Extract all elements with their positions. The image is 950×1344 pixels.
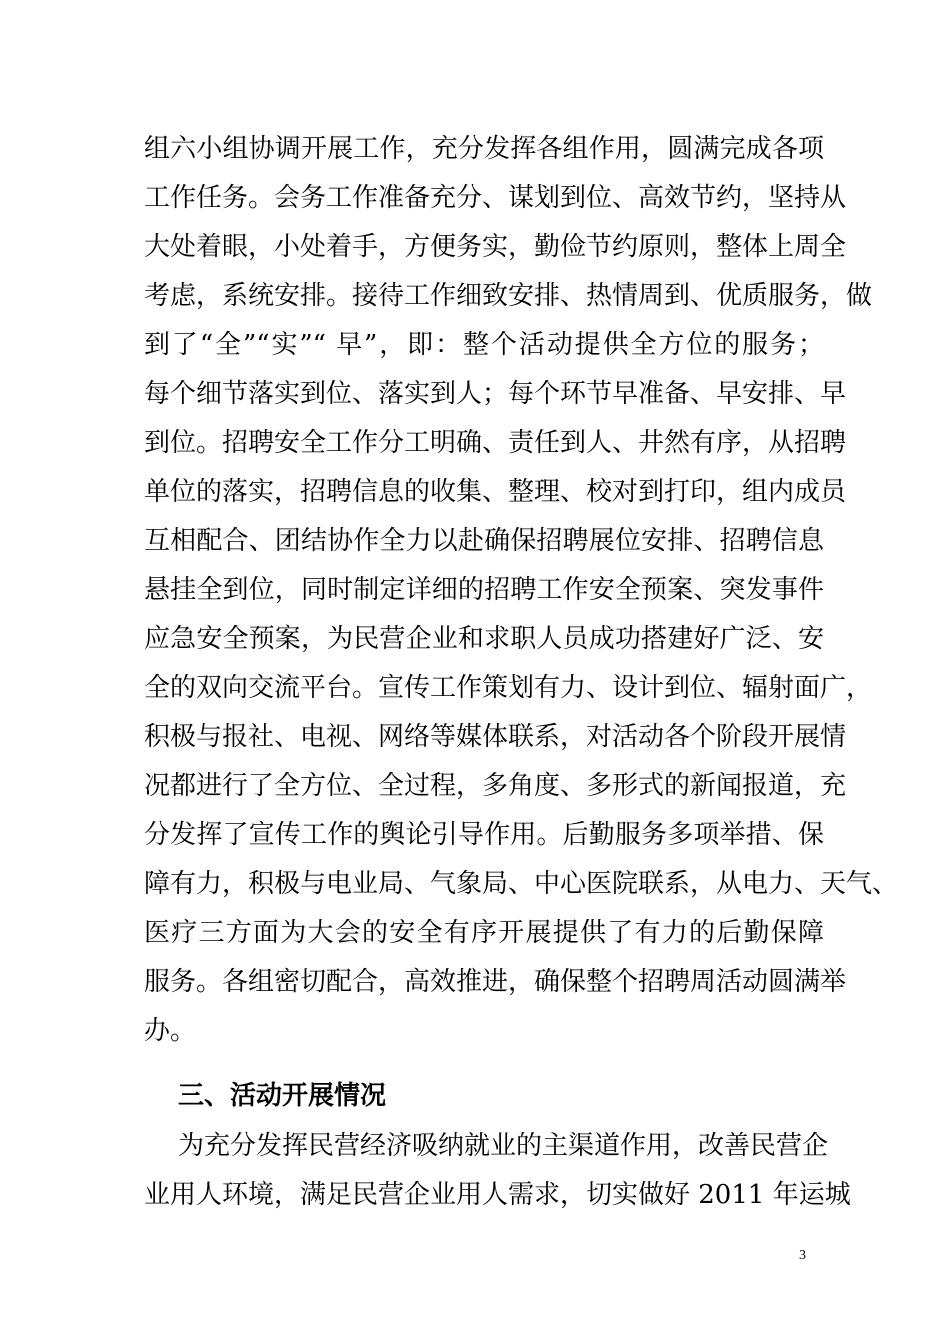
- paragraph-line: 办。: [144, 1016, 197, 1046]
- paragraph-line: 分发挥了宣传工作的舆论引导作用。后勤服务多项举措、保: [144, 820, 824, 850]
- paragraph-line: 悬挂全到位，同时制定详细的招聘工作安全预案、突发事件: [144, 575, 824, 605]
- section-heading: 三、活动开展情况: [178, 1081, 387, 1111]
- paragraph-line: 况都进行了全方位、全过程，多角度、多形式的新闻报道，充: [144, 771, 847, 801]
- paragraph-line: 考虑，系统安排。接待工作细致安排、热情周到、优质服务，做: [144, 281, 873, 311]
- paragraph-line: 积极与报社、电视、网络等媒体联系，对活动各个阶段开展情: [144, 722, 847, 752]
- paragraph-line: 为充分发挥民营经济吸纳就业的主渠道作用，改善民营企: [178, 1131, 829, 1161]
- paragraph-line: 全的双向交流平台。宣传工作策划有力、设计到位、辐射面广，: [144, 673, 873, 703]
- paragraph-line: 到了“全”“实”“ 早”，即：整个活动提供全方位的服务；: [144, 330, 824, 360]
- paragraph-line: 服务。各组密切配合，高效推进，确保整个招聘周活动圆满举: [144, 967, 847, 997]
- paragraph-line: 应急安全预案，为民营企业和求职人员成功搭建好广泛、安: [144, 624, 824, 654]
- paragraph-line: 障有力，积极与电业局、气象局、中心医院联系，从电力、天气、: [144, 869, 899, 899]
- paragraph-line: 单位的落实，招聘信息的收集、整理、校对到打印，组内成员: [144, 477, 847, 507]
- paragraph-line: 业用人环境，满足民营企业用人需求，切实做好 2011 年运城: [144, 1180, 851, 1210]
- paragraph-line: 到位。招聘安全工作分工明确、责任到人、井然有序，从招聘: [144, 428, 847, 458]
- paragraph-line: 大处着眼，小处着手，方便务实，勤俭节约原则，整体上周全: [144, 232, 847, 262]
- paragraph-line: 每个细节落实到位、落实到人；每个环节早准备、早安排、早: [144, 379, 847, 409]
- paragraph-line: 互相配合、团结协作全力以赴确保招聘展位安排、招聘信息: [144, 526, 824, 556]
- paragraph-line: 医疗三方面为大会的安全有序开展提供了有力的后勤保障: [144, 918, 824, 948]
- paragraph-line: 组六小组协调开展工作，充分发挥各组作用，圆满完成各项: [144, 134, 824, 164]
- page-number: 3: [799, 1248, 806, 1263]
- paragraph-line: 工作任务。会务工作准备充分、谋划到位、高效节约，坚持从: [144, 183, 847, 213]
